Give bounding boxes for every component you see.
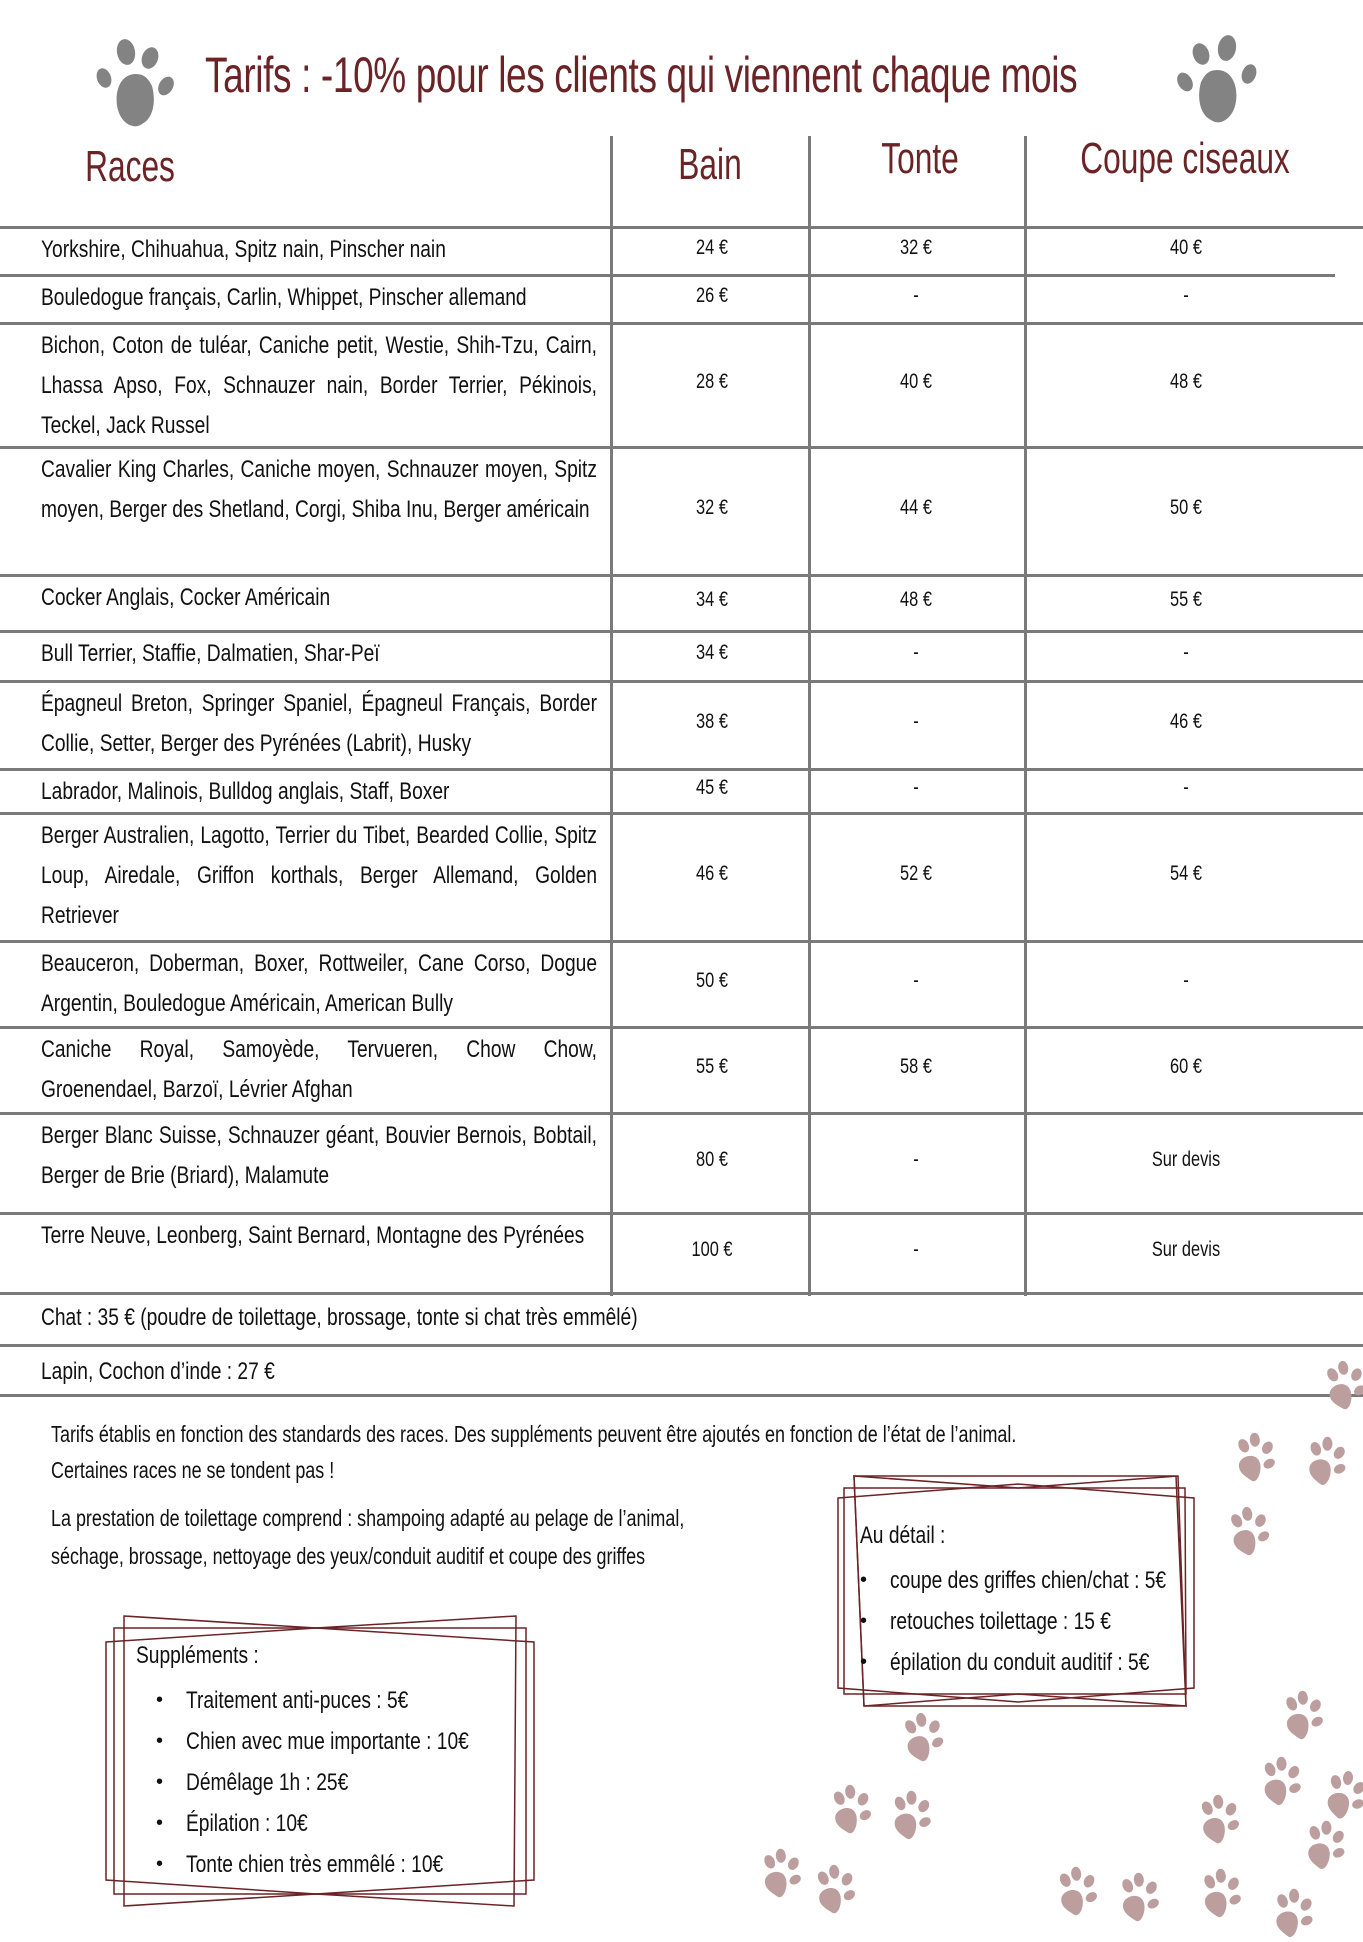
column-header-bain: Bain bbox=[678, 140, 742, 189]
breed-list-text: Cocker Anglais, Cocker Américain bbox=[41, 584, 331, 611]
breed-list-text: Labrador, Malinois, Bulldog anglais, Staff, Boxer bbox=[41, 778, 450, 805]
price-tonte: - bbox=[913, 284, 919, 307]
table-row bbox=[0, 446, 1363, 574]
price-coupe: - bbox=[1183, 284, 1189, 307]
column-header-tonte: Tonte bbox=[881, 134, 959, 183]
breed-list bbox=[41, 326, 597, 446]
column-header-races: Races bbox=[85, 142, 175, 191]
bullet-icon: • bbox=[156, 1853, 164, 1875]
paw-print-icon bbox=[885, 1787, 938, 1845]
breed-list-text: Caniche Royal, Samoyède, Tervueren, Chow Chow, Groenendael, Barzoï, Lévrier Afghan bbox=[41, 1036, 597, 1103]
breed-list-text: Terre Neuve, Leonberg, Saint Bernard, Montagne des Pyrénées bbox=[41, 1222, 585, 1249]
breed-list bbox=[41, 230, 597, 270]
table-row bbox=[0, 322, 1363, 446]
list-item bbox=[156, 1721, 486, 1762]
price-bain: 34 € bbox=[696, 588, 728, 611]
paw-print-icon bbox=[823, 1780, 879, 1840]
breed-list bbox=[41, 578, 597, 618]
breed-list bbox=[41, 1030, 597, 1110]
breed-list bbox=[41, 1116, 597, 1196]
breed-list bbox=[41, 772, 597, 812]
bullet-icon: • bbox=[156, 1771, 164, 1793]
list-item-text: Tonte chien très emmêlé : 10€ bbox=[186, 1851, 444, 1878]
paw-print-icon bbox=[1316, 1355, 1363, 1417]
bullet-icon: • bbox=[860, 1610, 868, 1632]
detail-list bbox=[860, 1560, 1190, 1683]
price-bain: 38 € bbox=[696, 710, 728, 733]
price-bain: 50 € bbox=[696, 969, 728, 992]
detail-box bbox=[838, 1474, 1198, 1708]
price-tonte: - bbox=[913, 776, 919, 799]
table-row bbox=[0, 1026, 1363, 1112]
breed-list bbox=[41, 684, 597, 764]
price-tonte: - bbox=[913, 1238, 919, 1261]
detail-title: Au détail : bbox=[860, 1522, 946, 1549]
price-bain: 24 € bbox=[696, 236, 728, 259]
list-item-text: retouches toilettage : 15 € bbox=[890, 1608, 1111, 1635]
price-tonte: 48 € bbox=[900, 588, 932, 611]
page-title: Tarifs : -10% pour les clients qui viennent chaque mois bbox=[205, 47, 1078, 103]
list-item bbox=[860, 1642, 1190, 1683]
bullet-icon: • bbox=[860, 1651, 868, 1673]
paw-print-icon bbox=[894, 1707, 952, 1769]
breed-list-text: Berger Australien, Lagotto, Terrier du Tibet, Bearded Collie, Spitz Loup, Airedale, Griffon korthals, Berger Allemand, Golden Retriever bbox=[41, 822, 597, 929]
breed-list bbox=[41, 450, 597, 530]
breed-list-text: Yorkshire, Chihuahua, Spitz nain, Pinscher nain bbox=[41, 236, 446, 263]
list-item-text: Chien avec mue importante : 10€ bbox=[186, 1728, 469, 1755]
table-row bbox=[0, 812, 1363, 940]
breed-list bbox=[41, 278, 597, 318]
paw-print-icon bbox=[1191, 1790, 1247, 1850]
paw-print-icon bbox=[1194, 1864, 1248, 1923]
paw-print-icon bbox=[1220, 1501, 1278, 1563]
breed-list-text: Bouledogue français, Carlin, Whippet, Pinscher allemand bbox=[41, 284, 527, 311]
price-bain: 45 € bbox=[696, 776, 728, 799]
paw-print-icon bbox=[807, 1860, 863, 1920]
price-coupe: 40 € bbox=[1170, 236, 1202, 259]
list-item bbox=[156, 1680, 486, 1721]
paw-print-icon bbox=[1165, 32, 1265, 128]
breed-list-text: Berger Blanc Suisse, Schnauzer géant, Bouvier Bernois, Bobtail, Berger de Brie (Briard), Malamute bbox=[41, 1122, 597, 1189]
list-item bbox=[156, 1844, 486, 1885]
price-coupe: 55 € bbox=[1170, 588, 1202, 611]
breed-list-text: Beauceron, Doberman, Boxer, Rottweiler, Cane Corso, Dogue Argentin, Bouledogue Américain, American Bully bbox=[41, 950, 597, 1017]
breed-list-text: Bichon, Coton de tuléar, Caniche petit, Westie, Shih-Tzu, Cairn, Lhassa Apso, Fox, Schnauzer nain, Border Terrier, Pékinois, Teckel, Jack Russel bbox=[41, 332, 597, 439]
note-prestation-2: séchage, brossage, nettoyage des yeux/conduit auditif et coupe des griffes bbox=[51, 1543, 646, 1569]
paw-print-icon bbox=[1228, 1428, 1282, 1487]
price-bain: 100 € bbox=[691, 1238, 733, 1261]
breed-list-text: Épagneul Breton, Springer Spaniel, Épagneul Français, Border Collie, Setter, Berger des Pyrénées (Labrit), Husky bbox=[41, 690, 597, 757]
table-row bbox=[0, 630, 1363, 680]
table-row bbox=[0, 680, 1363, 768]
bullet-icon: • bbox=[156, 1730, 164, 1752]
list-item bbox=[156, 1762, 486, 1803]
breed-list bbox=[41, 634, 597, 674]
table-row bbox=[0, 274, 1363, 322]
price-tonte: - bbox=[913, 710, 919, 733]
table-row bbox=[0, 940, 1363, 1026]
table-row-divider bbox=[0, 1292, 1363, 1295]
list-item bbox=[860, 1560, 1190, 1601]
price-coupe: - bbox=[1183, 641, 1189, 664]
table-row bbox=[0, 768, 1363, 812]
price-coupe: 50 € bbox=[1170, 496, 1202, 519]
paw-print-icon bbox=[1255, 1753, 1308, 1811]
breed-list bbox=[41, 816, 597, 936]
breed-list-text: Cavalier King Charles, Caniche moyen, Schnauzer moyen, Spitz moyen, Berger des Shetland, Corgi, Shiba Inu, Berger américain bbox=[41, 456, 597, 523]
list-item bbox=[156, 1803, 486, 1844]
price-coupe: Sur devis bbox=[1151, 1148, 1221, 1171]
price-bain: 28 € bbox=[696, 370, 728, 393]
bullet-icon: • bbox=[156, 1812, 164, 1834]
price-bain: 34 € bbox=[696, 641, 728, 664]
price-tonte: 40 € bbox=[900, 370, 932, 393]
paw-print-icon bbox=[1267, 1886, 1318, 1942]
price-tonte: 44 € bbox=[900, 496, 932, 519]
supplements-list bbox=[156, 1680, 486, 1885]
price-coupe: 54 € bbox=[1170, 862, 1202, 885]
table-row-divider bbox=[0, 1394, 1363, 1397]
price-coupe: Sur devis bbox=[1151, 1238, 1221, 1261]
price-bain: 32 € bbox=[696, 496, 728, 519]
price-coupe: 60 € bbox=[1170, 1055, 1202, 1078]
table-row bbox=[0, 226, 1363, 274]
list-item bbox=[860, 1601, 1190, 1642]
paw-print-icon bbox=[1300, 1818, 1350, 1874]
list-item-text: coupe des griffes chien/chat : 5€ bbox=[890, 1567, 1167, 1594]
note-prestation-1: La prestation de toilettage comprend : shampoing adapté au pelage de l’animal, bbox=[51, 1505, 685, 1531]
table-row-divider bbox=[0, 1344, 1363, 1347]
cat-price-row: Chat : 35 € (poudre de toilettage, brossage, tonte si chat très emmêlé) bbox=[41, 1304, 638, 1331]
list-item-text: Traitement anti-puces : 5€ bbox=[186, 1687, 409, 1714]
note-tonte: Certaines races ne se tondent pas ! bbox=[51, 1457, 335, 1483]
breed-list bbox=[41, 944, 597, 1024]
note-tarifs: Tarifs établis en fonction des standards des races. Des suppléments peuvent être ajoutés en fonction de l’état de l’animal. bbox=[51, 1421, 1017, 1447]
paw-print-icon bbox=[1049, 1862, 1105, 1922]
bullet-icon: • bbox=[860, 1569, 868, 1591]
list-item-text: Épilation : 10€ bbox=[186, 1810, 308, 1837]
price-coupe: 46 € bbox=[1170, 710, 1202, 733]
paw-print-icon bbox=[1112, 1868, 1166, 1927]
table-row bbox=[0, 1112, 1363, 1212]
rabbit-price-row: Lapin, Cochon d’inde : 27 € bbox=[41, 1358, 275, 1385]
list-item-text: Démêlage 1h : 25€ bbox=[186, 1769, 349, 1796]
breed-list bbox=[41, 1216, 597, 1256]
bullet-icon: • bbox=[156, 1689, 164, 1711]
price-coupe: - bbox=[1183, 969, 1189, 992]
supplements-box bbox=[106, 1614, 534, 1914]
table-row bbox=[0, 1212, 1363, 1292]
price-bain: 55 € bbox=[696, 1055, 728, 1078]
paw-print-icon bbox=[1301, 1434, 1351, 1490]
breed-list-text: Bull Terrier, Staffie, Dalmatien, Shar-Peï bbox=[41, 640, 380, 667]
price-tonte: 52 € bbox=[900, 862, 932, 885]
paw-print-icon bbox=[1276, 1686, 1330, 1745]
price-bain: 80 € bbox=[696, 1148, 728, 1171]
price-bain: 26 € bbox=[696, 284, 728, 307]
paw-print-icon bbox=[1322, 1770, 1363, 1822]
price-coupe: 48 € bbox=[1170, 370, 1202, 393]
price-coupe: - bbox=[1183, 776, 1189, 799]
list-item-text: épilation du conduit auditif : 5€ bbox=[890, 1649, 1150, 1676]
supplements-title: Suppléments : bbox=[136, 1642, 259, 1669]
price-tonte: - bbox=[913, 1148, 919, 1171]
column-header-coupe-ciseaux: Coupe ciseaux bbox=[1080, 134, 1290, 183]
paw-print-icon bbox=[754, 1844, 808, 1903]
paw-print-icon bbox=[88, 34, 188, 130]
table-row bbox=[0, 574, 1363, 630]
price-tonte: - bbox=[913, 969, 919, 992]
price-tonte: - bbox=[913, 641, 919, 664]
price-tonte: 58 € bbox=[900, 1055, 932, 1078]
price-bain: 46 € bbox=[696, 862, 728, 885]
price-tonte: 32 € bbox=[900, 236, 932, 259]
